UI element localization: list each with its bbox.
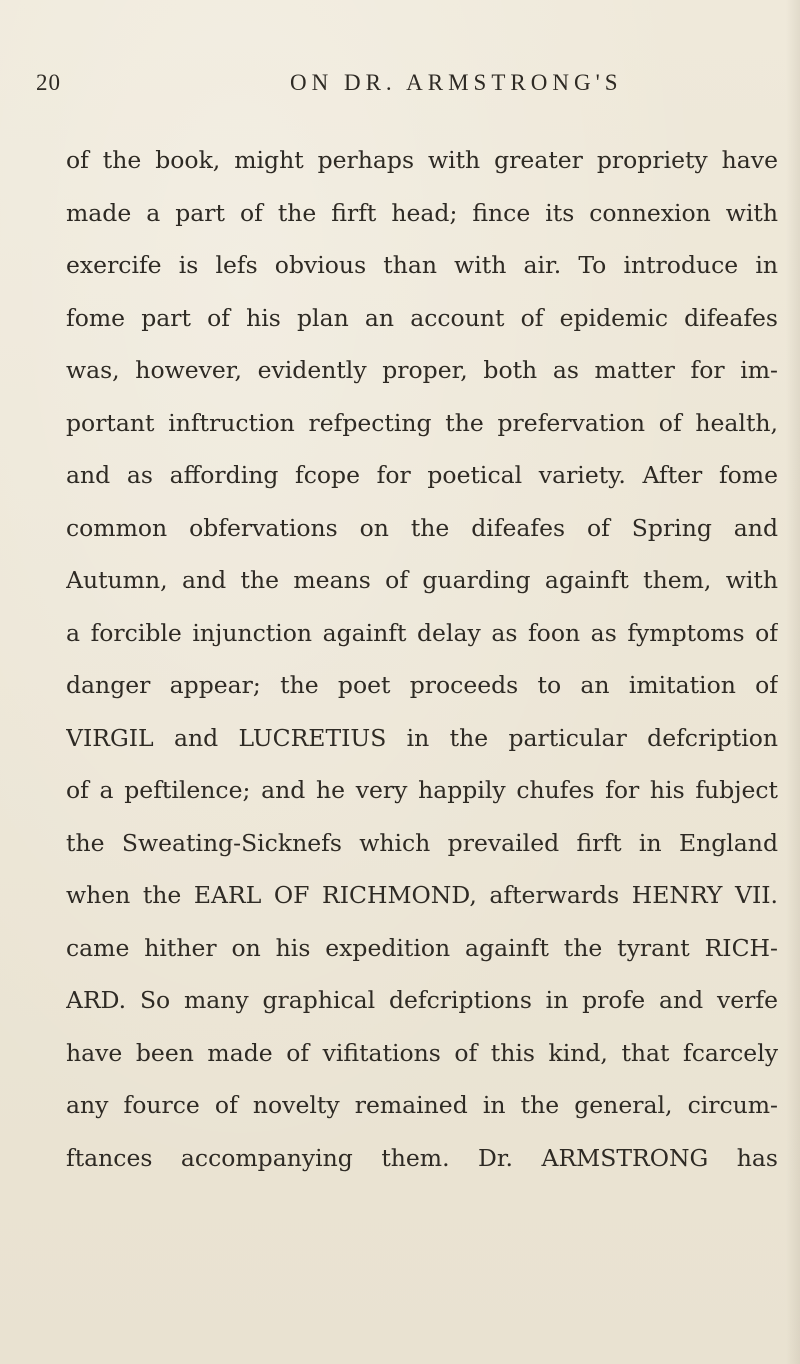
text-line: the Sweating-Sicknefs which prevailed firft in England <box>66 828 778 857</box>
text-line: fome part of his plan an account of epidemic difeafes <box>66 303 778 332</box>
text-line: a forcible injunction againft delay as foon as fymptoms of <box>66 618 778 647</box>
page-number: 20 <box>36 70 61 95</box>
text-line: portant inftruction refpecting the prefervation of health, <box>66 408 778 437</box>
page-header <box>36 70 766 110</box>
body-text <box>66 134 778 1184</box>
text-line: Autumn, and the means of guarding againft them, with <box>66 566 778 594</box>
text-line: have been made of vifitations of this kind, that fcarcely <box>66 1038 778 1067</box>
text-line: common obfervations on the difeafes of Spring and <box>66 513 778 542</box>
text-line: ftances accompanying them. Dr. ARMSTRONG has <box>66 1143 778 1172</box>
text-line: of a peftilence; and he very happily chufes for his fubject <box>66 776 778 804</box>
text-line: VIRGIL and LUCRETIUS in the particular defcription <box>66 723 778 752</box>
text-line: came hither on his expedition againft the tyrant RICH- <box>66 933 778 962</box>
text-line: and as affording fcope for poetical variety. After fome <box>66 461 778 489</box>
running-head: ON DR. ARMSTRONG'S <box>290 70 623 95</box>
text-line: of the book, might perhaps with greater propriety have <box>66 146 778 174</box>
text-line: ARD. So many graphical defcriptions in profe and verfe <box>66 986 778 1014</box>
text-line: any fource of novelty remained in the general, circum- <box>66 1091 778 1119</box>
page-edge-shadow <box>786 0 800 1364</box>
text-line: made a part of the firft head; fince its connexion with <box>66 198 778 227</box>
text-line: was, however, evidently proper, both as matter for im- <box>66 356 778 384</box>
text-line: danger appear; the poet proceeds to an imitation of <box>66 671 778 699</box>
text-line: when the EARL OF RICHMOND, afterwards HENRY VII. <box>66 881 778 909</box>
text-line: exercife is lefs obvious than with air. To introduce in <box>66 251 778 279</box>
